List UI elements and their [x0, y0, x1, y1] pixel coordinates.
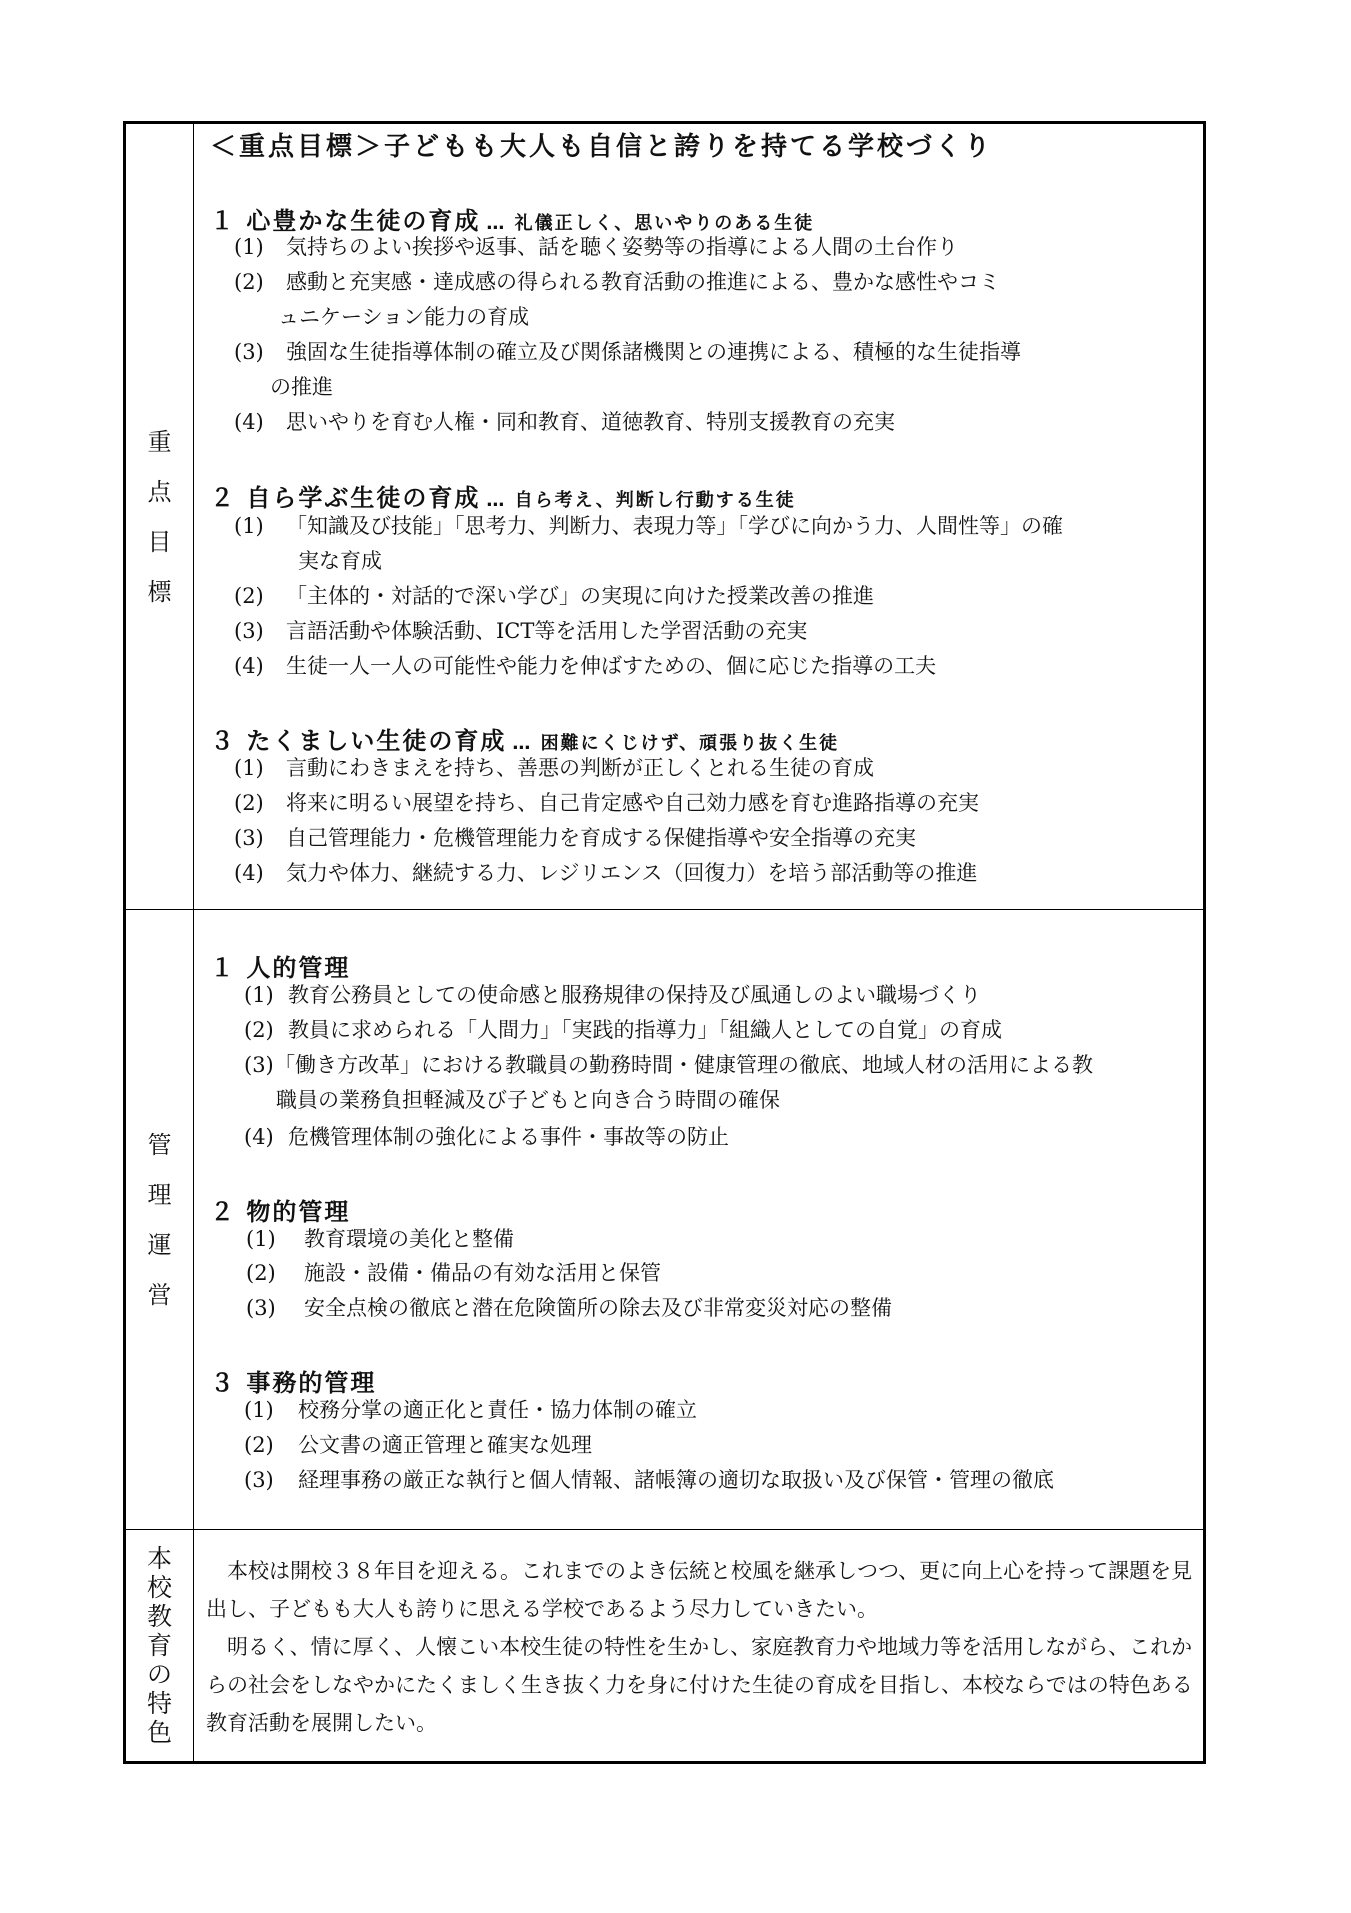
item-text: 「働き方改革」における教職員の勤務時間・健康管理の徹底、地域人材の活用による教: [274, 1053, 1093, 1077]
list-item: [244, 1013, 1002, 1048]
list-item: [244, 1120, 729, 1155]
label-char: 教: [146, 1602, 172, 1631]
list-item: [246, 1222, 514, 1257]
item-text: 教員に求められる「人間力」「実践的指導力」「組織人としての自覚」の育成: [288, 1018, 1002, 1042]
item-text: 経理事務の厳正な執行と個人情報、諸帳簿の適切な取扱い及び保管・管理の徹底: [298, 1468, 1054, 1492]
item-text: 気力や体力、継続する力、レジリエンス（回復力）を培う部活動等の推進: [286, 861, 978, 885]
item-text: 公文書の適正管理と確実な処理: [298, 1433, 592, 1457]
item-number: (1): [234, 756, 264, 780]
list-item: [234, 821, 916, 856]
label-char: 運: [147, 1230, 172, 1259]
list-item: [234, 614, 807, 649]
list-item: [244, 978, 981, 1013]
item-number: (4): [234, 861, 264, 885]
item-number: (4): [234, 410, 264, 434]
management-content: [210, 910, 1195, 1529]
list-item: [234, 786, 979, 821]
list-item: [244, 1048, 1093, 1083]
item-text: 思いやりを育む人権・同和教育、道徳教育、特別支援教育の充実: [286, 410, 895, 434]
item-text: 強固な生徒指導体制の確立及び関係諸機関との連携による、積極的な生徒指導: [286, 340, 1021, 364]
school-features-label: [126, 1530, 194, 1761]
item-text: 自己管理能力・危機管理能力を育成する保健指導や安全指導の充実: [286, 826, 916, 850]
label-char: 育: [146, 1631, 172, 1660]
label-char: 目: [147, 527, 172, 556]
priority-goals-row: [126, 124, 1203, 910]
item-number: (1): [234, 235, 264, 259]
label-char: 点: [147, 477, 172, 506]
item-number: (1): [234, 514, 264, 538]
label-char: 校: [146, 1573, 172, 1602]
item-number: (3): [234, 826, 264, 850]
list-item: [234, 751, 874, 786]
section-subtitle: … 礼儀正しく、思いやりのある生徒: [486, 213, 815, 234]
label-char: 管: [147, 1130, 172, 1159]
item-continuation: 実な育成: [298, 549, 382, 573]
label-char: 理: [147, 1180, 172, 1209]
label-char: 特: [146, 1689, 172, 1718]
school-features-row: [126, 1530, 1203, 1761]
item-text: 教育環境の美化と整備: [304, 1227, 514, 1251]
list-item: [234, 649, 936, 684]
item-text: 気持ちのよい挨拶や返事、話を聴く姿勢等の指導による人間の土台作り: [286, 235, 958, 259]
item-number: (3): [234, 340, 264, 364]
item-text: 将来に明るい展望を持ち、自己肯定感や自己効力感を育む進路指導の充実: [286, 791, 979, 815]
label-char: 重: [147, 427, 172, 456]
item-text: 施設・設備・備品の有効な活用と保管: [304, 1261, 661, 1285]
list-item: [234, 335, 1021, 370]
item-number: (2): [244, 1018, 274, 1042]
section-subtitle: … 困難にくじけず、頑張り抜く生徒: [512, 733, 840, 754]
section-heading: ３ 事務的管理: [210, 1369, 377, 1397]
label-char: 色: [146, 1718, 172, 1747]
paragraph: 明るく、情に厚く、人懐こい本校生徒の特性を生かし、家庭教育力や地域力等を活用しながら、これからの社会をしなやかにたくましく生き抜く力を身に付けた生徒の育成を目指し、本校ならではの特色ある教育活動を展開したい。: [206, 1635, 1193, 1735]
item-number: (3): [234, 619, 264, 643]
features-text: [206, 1552, 1193, 1742]
item-number: (2): [246, 1261, 276, 1285]
section-title: ３ たくましい生徒の育成: [210, 727, 507, 755]
item-number: (2): [234, 270, 264, 294]
item-text: 言語活動や体験活動、ICT等を活用した学習活動の充実: [286, 619, 808, 643]
item-number: (1): [246, 1227, 276, 1251]
item-text: 校務分掌の適正化と責任・協力体制の確立: [298, 1398, 697, 1422]
section-heading: ２ 物的管理: [210, 1198, 351, 1226]
management-label: [126, 910, 194, 1529]
item-number: (2): [234, 791, 264, 815]
item-number: (4): [244, 1125, 274, 1149]
school-features-content: [206, 1530, 1193, 1761]
item-continuation: の推進: [270, 375, 333, 399]
item-continuation: ュニケーション能力の育成: [278, 305, 530, 329]
label-char: 本: [146, 1544, 172, 1573]
label-char: の: [146, 1660, 172, 1689]
item-text: 感動と充実感・達成感の得られる教育活動の推進による、豊かな感性やコミ: [286, 270, 1000, 294]
list-item: [244, 1428, 592, 1463]
priority-goals-content: [210, 124, 1195, 909]
label-char: 営: [147, 1280, 172, 1309]
school-plan-table: [123, 121, 1206, 1764]
item-text: 危機管理体制の強化による事件・事故等の防止: [288, 1125, 729, 1149]
item-continuation: 職員の業務負担軽減及び子どもと向き合う時間の確保: [276, 1088, 780, 1112]
list-item: [234, 509, 1063, 544]
section-heading: [210, 478, 796, 513]
item-number: (3): [244, 1468, 274, 1492]
item-text: 生徒一人一人の可能性や能力を伸ばすための、個に応じた指導の工夫: [286, 654, 937, 678]
item-text: 教育公務員としての使命感と服務規律の保持及び風通しのよい職場づくり: [288, 983, 981, 1007]
item-text: 「知識及び技能」「思考力、判断力、表現力等」「学びに向かう力、人間性等」の確: [286, 514, 1063, 538]
section-subtitle: … 自ら考え、判断し行動する生徒: [486, 490, 796, 511]
item-text: 安全点検の徹底と潜在危険箇所の除去及び非常変災対応の整備: [304, 1296, 892, 1320]
list-item: [246, 1256, 661, 1291]
list-item: [234, 579, 874, 614]
item-text: 「主体的・対話的で深い学び」の実現に向けた授業改善の推進: [286, 584, 874, 608]
item-number: (2): [244, 1433, 274, 1457]
list-item: [244, 1463, 1054, 1498]
section-title: ２ 自ら学ぶ生徒の育成: [210, 484, 481, 512]
list-item: [234, 856, 977, 891]
item-number: (1): [244, 983, 274, 1007]
list-item: [244, 1393, 697, 1428]
section-heading: １ 人的管理: [210, 954, 351, 982]
list-item: [234, 405, 895, 440]
item-text: 言動にわきまえを持ち、善悪の判断が正しくとれる生徒の育成: [286, 756, 874, 780]
item-number: (1): [244, 1398, 274, 1422]
paragraph: 本校は開校３８年目を迎える。これまでのよき伝統と校風を継承しつつ、更に向上心を持って課題を見出し、子どもも大人も誇りに思える学校であるよう尽力していきたい。: [206, 1559, 1193, 1621]
main-goal-heading: ＜重点目標＞子どもも大人も自信と誇りを持てる学校づくり: [210, 132, 994, 162]
item-number: (4): [234, 654, 264, 678]
label-char: 標: [147, 577, 172, 606]
management-row: [126, 910, 1203, 1530]
item-number: (3): [246, 1296, 276, 1320]
section-title: １ 心豊かな生徒の育成: [210, 207, 481, 235]
list-item: [246, 1291, 892, 1326]
item-number: (2): [234, 584, 264, 608]
item-number: (3): [244, 1053, 274, 1077]
priority-goals-label: [126, 124, 194, 909]
list-item: [234, 230, 958, 265]
list-item: [234, 265, 1000, 300]
